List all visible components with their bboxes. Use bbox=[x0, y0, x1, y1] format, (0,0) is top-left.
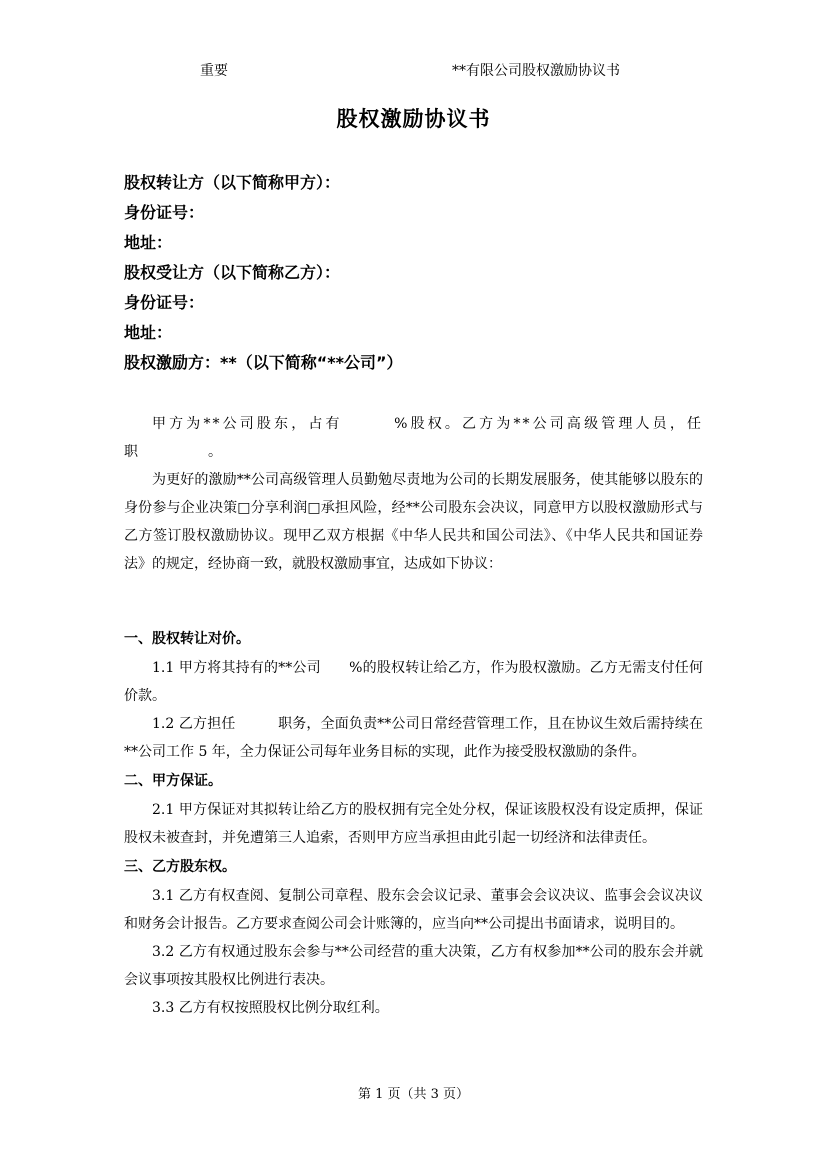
party-transferor-address: 地址： bbox=[124, 233, 173, 252]
intro-paragraph: 甲方为**公司股东，占有 %股权。乙方为**公司高级管理人员，任 bbox=[152, 416, 703, 432]
page-footer: 第 1 页（共 3 页） bbox=[357, 1087, 470, 1102]
clause-paragraph: 1.1 甲方将其持有的**公司 %的股权转让给乙方，作为股权激励。乙方无需支付任何价款。 bbox=[124, 660, 703, 704]
clause-paragraph: 3.2 乙方有权通过股东会参与**公司经营的重大决策，乙方有权参加**公司的股东会并就会议事项按其股权比例进行表决。 bbox=[124, 944, 703, 988]
party-incentive: 股权激励方：**（以下简称“**公司”） bbox=[124, 353, 403, 372]
clause-paragraph: 2.1 甲方保证对其拟转让给乙方的股权拥有完全处分权，保证该股权没有设定质押，保证股权未被查封，并免遭第三人追索，否则甲方应当承担由此引起一切经济和法律责任。 bbox=[124, 802, 703, 846]
party-transferee-id: 身份证号： bbox=[124, 293, 205, 312]
party-transferee: 股权受让方（以下简称乙方）： bbox=[124, 263, 341, 282]
intro-paragraph-cont: 职 。 bbox=[124, 444, 222, 460]
parties-block bbox=[124, 168, 724, 378]
intro-block bbox=[124, 410, 703, 578]
party-transferor: 股权转让方（以下简称甲方）： bbox=[124, 173, 341, 192]
section-heading: 一、股权转让对价。 bbox=[124, 631, 250, 647]
page-header-right: **有限公司股权激励协议书 bbox=[452, 63, 620, 79]
section-heading: 二、甲方保证。 bbox=[124, 773, 222, 789]
clause-paragraph: 3.3 乙方有权按照股权比例分取红利。 bbox=[152, 1000, 389, 1016]
section-heading: 三、乙方股东权。 bbox=[124, 859, 236, 875]
document-title: 股权激励协议书 bbox=[336, 107, 491, 131]
party-transferor-id: 身份证号： bbox=[124, 203, 205, 222]
page-header-left: 重要 bbox=[200, 63, 228, 79]
party-transferee-address: 地址： bbox=[124, 323, 173, 342]
clause-paragraph: 1.2 乙方担任 职务，全面负责**公司日常经营管理工作，且在协议生效后需持续在**公司工作 5 年，全力保证公司每年业务目标的实现，此作为接受股权激励的条件。 bbox=[124, 716, 703, 760]
sections-block bbox=[124, 624, 703, 1022]
intro-paragraph: 为更好的激励**公司高级管理人员勤勉尽责地为公司的长期发展服务，使其能够以股东的身份参与企业决策□分享利润□承担风险，经**公司股东会决议，同意甲方以股权激励形式与乙方签订股权激励协议。现甲乙双方根据《中华人民共和国公司法》、《中华人民共和国证券法》的规定，经协商一致，就股权激励事宜，达成如下协议： bbox=[124, 472, 703, 572]
clause-paragraph: 3.1 乙方有权查阅、复制公司章程、股东会会议记录、董事会会议决议、监事会会议决议和财务会计报告。乙方要求查阅公司会计账簿的，应当向**公司提出书面请求，说明目的。 bbox=[124, 888, 703, 932]
